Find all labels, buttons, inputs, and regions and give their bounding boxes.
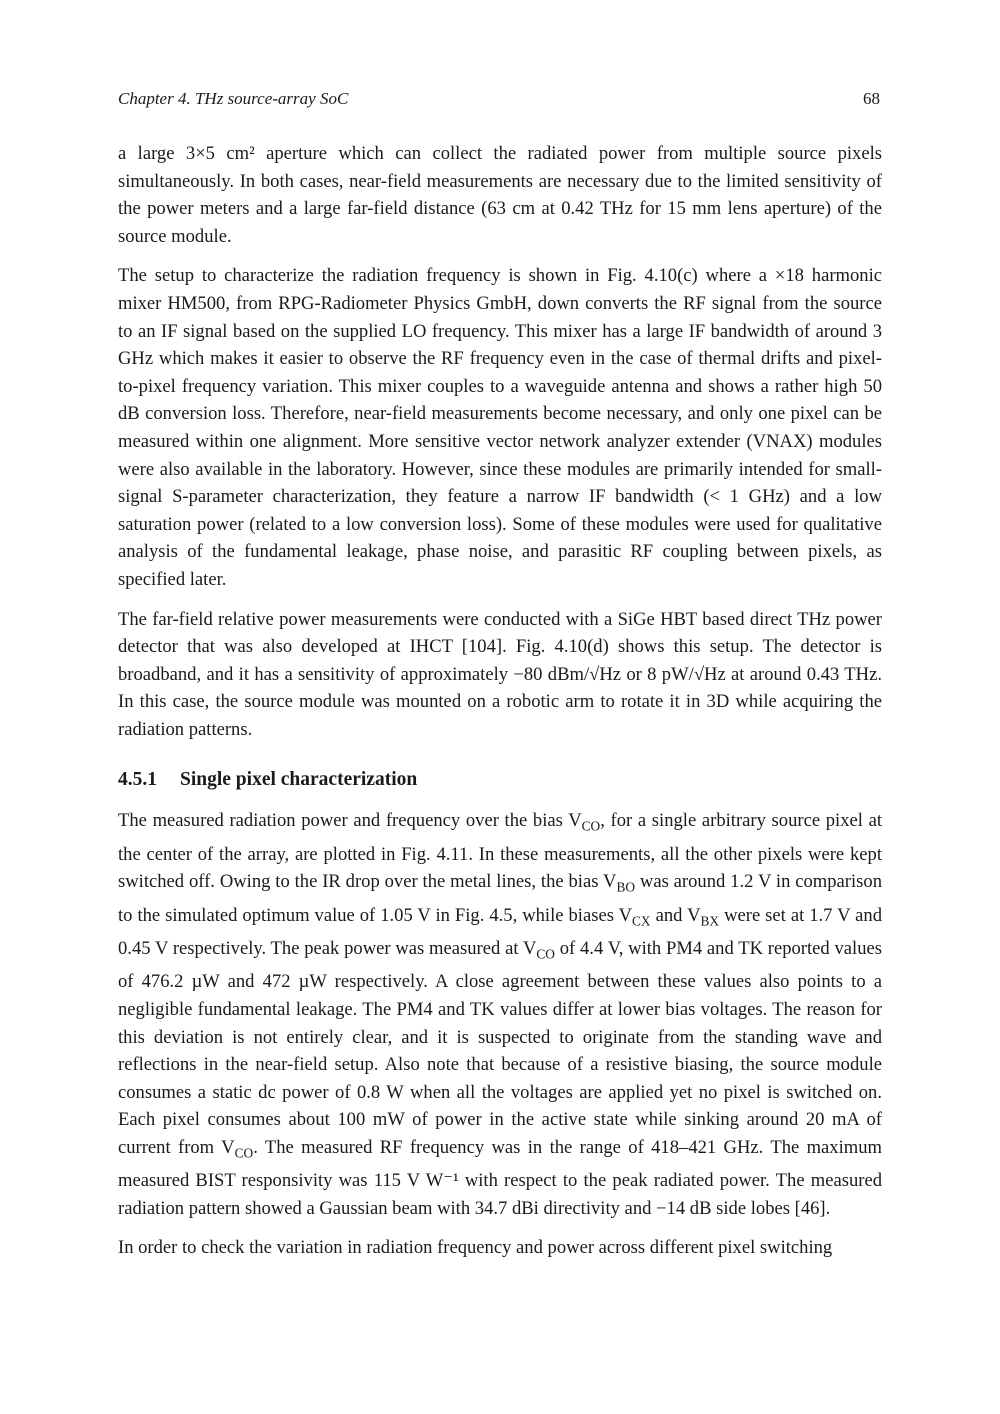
section-number: 4.5.1 <box>118 769 157 791</box>
running-header <box>118 89 880 109</box>
paragraph: The measured radiation power and frequency over the bias $V_{CO}$, for a single arbitrary source pixel at the center of the array, are plotted in Fig. 4.11. In these measurements, all the other pixels were kept switched off. Owing to the IR drop over the metal lines, the bias $V_{BO}$ was around 1.2 V in comparison to the simulated optimum value of 1.05 V in Fig. 4.5, while biases $V_{CX}$ and $V_{BX}$ were set at 1.7 V and 0.45 V respectively. The peak power was measured at $V_{CO}$ of 4.4 V, with PM4 and TK reported values of 476.2 µW and 472 µW respectively. A close agreement between these values also points to a negligible fundamental leakage. The PM4 and TK values differ at lower bias voltages. The reason for this deviation is not entirely clear, and it is suspected to originate from the standing wave and reflections in the near-field setup. Also note that because of a resistive biasing, the source module consumes a static dc power of 0.8 W when all the voltages are applied yet no pixel is switched on. Each pixel consumes about 100 mW of power in the active state while sinking around 20 mA of current from $V_{CO}$. The measured RF frequency was in the range of 418–421 GHz. The maximum measured BIST responsivity was 115 V W⁻¹ with respect to the peak radiated power. The measured radiation pattern showed a Gaussian beam with 34.7 dBi directivity and −14 dB side lobes [46]. <box>118 810 883 1219</box>
body-text <box>118 140 882 1274</box>
section-heading <box>118 767 882 793</box>
paragraph: The setup to characterize the radiation frequency is shown in Fig. 4.10(c) where a ×18 harmonic mixer HM500, from RPG-Radiometer Physics GmbH, down converts the RF signal from the source to an IF signal based on the supplied LO frequency. This mixer has a large IF bandwidth of around 3 GHz which makes it easier to observe the RF frequency even in the case of thermal drifts and pixel-to-pixel frequency variation. This mixer couples to a waveguide antenna and shows a rather high 50 dB conversion loss. Therefore, near-field measurements become necessary, and only one pixel can be measured within one alignment. More sensitive vector network analyzer extender (VNAX) modules were also available in the laboratory. However, since these modules are primarily intended for small-signal S-parameter characterization, they feature a narrow IF bandwidth (< 1 GHz) and a low saturation power (related to a low conversion loss). Some of these modules were used for qualitative analysis of the fundamental leakage, phase noise, and parasitic RF coupling between pixels, as specified later. <box>118 265 882 590</box>
paragraph: The far-field relative power measurements were conducted with a SiGe HBT based direct THz power detector that was also developed at IHCT [104]. Fig. 4.10(d) shows this setup. The detector is broadband, and it has a sensitivity of approximately −80 dBm/√Hz or 8 pW/√Hz at around 0.43 THz. In this case, the source module was mounted on a robotic arm to rotate it in 3D while acquiring the radiation patterns. <box>118 608 882 740</box>
section-title: Single pixel characterization <box>180 769 418 791</box>
chapter-title: Chapter 4. THz source-array SoC <box>118 89 349 108</box>
page-number: 68 <box>863 89 880 108</box>
paragraph: In order to check the variation in radiation frequency and power across different pixel switching <box>118 1237 833 1259</box>
paragraph: a large 3×5 cm² aperture which can collect the radiated power from multiple source pixels simultaneously. In both cases, near-field measurements are necessary due to the limited sensitivity of the power meters and a large far-field distance (63 cm at 0.42 THz for 15 mm lens aperture) of the source module. <box>118 143 882 247</box>
